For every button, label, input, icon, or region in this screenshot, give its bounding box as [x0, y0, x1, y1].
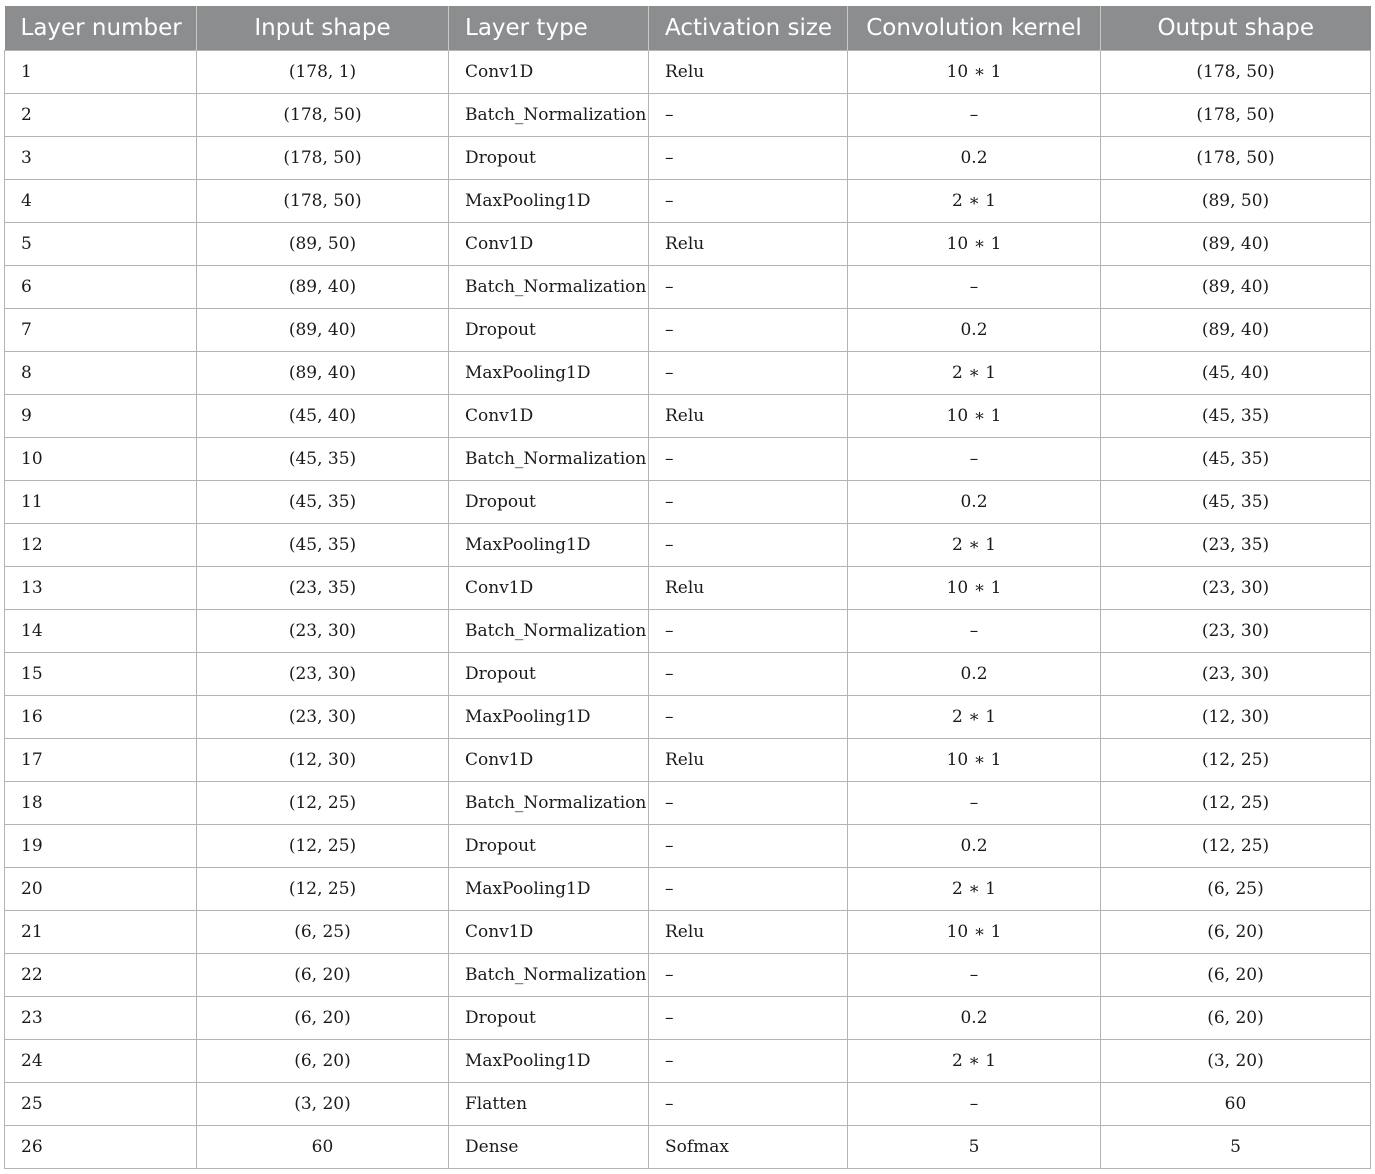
cell-convolution-kernel: – [848, 782, 1101, 825]
cell-output-shape: (12, 30) [1101, 696, 1371, 739]
cell-layer-type: Dropout [449, 997, 649, 1040]
cell-layer-number: 17 [5, 739, 197, 782]
cell-input-shape: (12, 25) [197, 782, 449, 825]
table-row [5, 567, 1371, 610]
cell-activation-size: – [649, 868, 848, 911]
table-row [5, 911, 1371, 954]
cell-input-shape: (23, 30) [197, 653, 449, 696]
cell-output-shape: (3, 20) [1101, 1040, 1371, 1083]
cell-layer-type: Conv1D [449, 739, 649, 782]
cell-activation-size: – [649, 1040, 848, 1083]
cell-layer-type: Batch_Normalization [449, 266, 649, 309]
cell-output-shape: 5 [1101, 1126, 1371, 1169]
cell-activation-size: – [649, 954, 848, 997]
cell-layer-number: 20 [5, 868, 197, 911]
cell-activation-size: – [649, 696, 848, 739]
cell-convolution-kernel: – [848, 1083, 1101, 1126]
cell-convolution-kernel: – [848, 610, 1101, 653]
cell-layer-type: Dense [449, 1126, 649, 1169]
cell-output-shape: (45, 35) [1101, 438, 1371, 481]
table-row [5, 481, 1371, 524]
cell-layer-number: 13 [5, 567, 197, 610]
cell-convolution-kernel: 10 ∗ 1 [848, 395, 1101, 438]
cell-input-shape: (6, 20) [197, 997, 449, 1040]
cell-layer-number: 7 [5, 309, 197, 352]
cell-layer-type: Dropout [449, 653, 649, 696]
cell-layer-type: MaxPooling1D [449, 1040, 649, 1083]
cell-convolution-kernel: 10 ∗ 1 [848, 567, 1101, 610]
cell-input-shape: (3, 20) [197, 1083, 449, 1126]
table-row [5, 51, 1371, 94]
table-row [5, 395, 1371, 438]
cell-layer-type: Dropout [449, 309, 649, 352]
table-row [5, 438, 1371, 481]
cell-layer-number: 8 [5, 352, 197, 395]
cell-layer-number: 6 [5, 266, 197, 309]
header-activation-size: Activation size [649, 6, 848, 51]
cell-layer-number: 1 [5, 51, 197, 94]
cell-convolution-kernel: 2 ∗ 1 [848, 352, 1101, 395]
header-layer-type: Layer type [449, 6, 649, 51]
cell-output-shape: 60 [1101, 1083, 1371, 1126]
cell-output-shape: (89, 40) [1101, 223, 1371, 266]
cell-layer-type: MaxPooling1D [449, 696, 649, 739]
cell-output-shape: (6, 20) [1101, 954, 1371, 997]
cell-layer-number: 4 [5, 180, 197, 223]
cell-activation-size: – [649, 1083, 848, 1126]
cell-input-shape: (178, 1) [197, 51, 449, 94]
cell-output-shape: (178, 50) [1101, 51, 1371, 94]
cell-input-shape: 60 [197, 1126, 449, 1169]
table-row [5, 352, 1371, 395]
cell-output-shape: (12, 25) [1101, 739, 1371, 782]
cell-activation-size: – [649, 653, 848, 696]
cell-convolution-kernel: 0.2 [848, 653, 1101, 696]
cell-output-shape: (178, 50) [1101, 94, 1371, 137]
cell-layer-number: 5 [5, 223, 197, 266]
cell-output-shape: (45, 35) [1101, 395, 1371, 438]
header-convolution-kernel: Convolution kernel [848, 6, 1101, 51]
cell-output-shape: (89, 40) [1101, 309, 1371, 352]
cell-input-shape: (45, 35) [197, 524, 449, 567]
cell-input-shape: (23, 30) [197, 610, 449, 653]
table-row [5, 997, 1371, 1040]
table-header [5, 6, 1371, 51]
cell-activation-size: – [649, 137, 848, 180]
cell-output-shape: (12, 25) [1101, 782, 1371, 825]
table-body [5, 51, 1371, 1169]
cell-output-shape: (89, 50) [1101, 180, 1371, 223]
cell-input-shape: (178, 50) [197, 180, 449, 223]
table-row [5, 825, 1371, 868]
cell-convolution-kernel: 0.2 [848, 997, 1101, 1040]
layer-table [4, 6, 1371, 1169]
cell-activation-size: – [649, 782, 848, 825]
cell-convolution-kernel: 10 ∗ 1 [848, 223, 1101, 266]
cell-layer-type: Batch_Normalization [449, 782, 649, 825]
cell-activation-size: – [649, 94, 848, 137]
cell-layer-number: 3 [5, 137, 197, 180]
cell-output-shape: (6, 25) [1101, 868, 1371, 911]
cell-output-shape: (89, 40) [1101, 266, 1371, 309]
cell-layer-number: 18 [5, 782, 197, 825]
cell-activation-size: – [649, 180, 848, 223]
cell-input-shape: (12, 25) [197, 825, 449, 868]
header-output-shape: Output shape [1101, 6, 1371, 51]
cell-input-shape: (23, 35) [197, 567, 449, 610]
cell-convolution-kernel: 0.2 [848, 481, 1101, 524]
cell-layer-type: Conv1D [449, 223, 649, 266]
cell-output-shape: (23, 30) [1101, 653, 1371, 696]
cell-convolution-kernel: 10 ∗ 1 [848, 739, 1101, 782]
cell-activation-size: – [649, 481, 848, 524]
cell-input-shape: (89, 50) [197, 223, 449, 266]
cell-activation-size: Relu [649, 223, 848, 266]
header-input-shape: Input shape [197, 6, 449, 51]
table-row [5, 309, 1371, 352]
cell-convolution-kernel: 2 ∗ 1 [848, 868, 1101, 911]
cell-convolution-kernel: 2 ∗ 1 [848, 1040, 1101, 1083]
cell-activation-size: Relu [649, 911, 848, 954]
cell-convolution-kernel: 0.2 [848, 825, 1101, 868]
cell-convolution-kernel: 10 ∗ 1 [848, 51, 1101, 94]
cell-layer-number: 10 [5, 438, 197, 481]
cell-convolution-kernel: 2 ∗ 1 [848, 524, 1101, 567]
cell-output-shape: (12, 25) [1101, 825, 1371, 868]
cell-layer-type: MaxPooling1D [449, 180, 649, 223]
cell-convolution-kernel: – [848, 438, 1101, 481]
cell-layer-number: 12 [5, 524, 197, 567]
cell-layer-type: Flatten [449, 1083, 649, 1126]
cell-activation-size: – [649, 524, 848, 567]
table-row [5, 868, 1371, 911]
cell-input-shape: (45, 35) [197, 438, 449, 481]
cell-layer-type: MaxPooling1D [449, 524, 649, 567]
cell-input-shape: (89, 40) [197, 266, 449, 309]
table-row [5, 266, 1371, 309]
cell-layer-type: Conv1D [449, 51, 649, 94]
table-row [5, 223, 1371, 266]
cell-layer-number: 26 [5, 1126, 197, 1169]
cell-input-shape: (6, 20) [197, 1040, 449, 1083]
table-row [5, 653, 1371, 696]
cell-activation-size: – [649, 825, 848, 868]
cell-input-shape: (89, 40) [197, 309, 449, 352]
cell-output-shape: (45, 35) [1101, 481, 1371, 524]
cell-layer-type: Dropout [449, 481, 649, 524]
cell-layer-type: Batch_Normalization [449, 438, 649, 481]
table-row [5, 696, 1371, 739]
cell-activation-size: – [649, 997, 848, 1040]
cell-convolution-kernel: 5 [848, 1126, 1101, 1169]
cell-input-shape: (45, 35) [197, 481, 449, 524]
cell-output-shape: (23, 35) [1101, 524, 1371, 567]
cell-activation-size: – [649, 266, 848, 309]
cell-layer-number: 23 [5, 997, 197, 1040]
cell-layer-number: 11 [5, 481, 197, 524]
cell-layer-number: 14 [5, 610, 197, 653]
cell-layer-type: Conv1D [449, 911, 649, 954]
cell-layer-type: Conv1D [449, 567, 649, 610]
table-row [5, 94, 1371, 137]
cell-output-shape: (45, 40) [1101, 352, 1371, 395]
cell-activation-size: Relu [649, 51, 848, 94]
cell-input-shape: (23, 30) [197, 696, 449, 739]
table-row [5, 524, 1371, 567]
cell-layer-number: 16 [5, 696, 197, 739]
cell-activation-size: Relu [649, 567, 848, 610]
cell-input-shape: (178, 50) [197, 94, 449, 137]
cell-input-shape: (45, 40) [197, 395, 449, 438]
cell-layer-type: Batch_Normalization [449, 94, 649, 137]
cell-output-shape: (178, 50) [1101, 137, 1371, 180]
cell-output-shape: (6, 20) [1101, 911, 1371, 954]
cell-activation-size: Relu [649, 395, 848, 438]
cell-convolution-kernel: – [848, 266, 1101, 309]
cell-activation-size: – [649, 610, 848, 653]
header-layer-number: Layer number [5, 6, 197, 51]
table-row [5, 1126, 1371, 1169]
table-row [5, 137, 1371, 180]
cell-activation-size: Relu [649, 739, 848, 782]
cell-output-shape: (23, 30) [1101, 610, 1371, 653]
cell-activation-size: – [649, 438, 848, 481]
cell-convolution-kernel: 0.2 [848, 309, 1101, 352]
cell-input-shape: (12, 30) [197, 739, 449, 782]
cell-layer-type: Dropout [449, 137, 649, 180]
cell-input-shape: (6, 25) [197, 911, 449, 954]
cell-layer-type: Batch_Normalization [449, 954, 649, 997]
cell-output-shape: (23, 30) [1101, 567, 1371, 610]
cell-layer-type: MaxPooling1D [449, 868, 649, 911]
cell-layer-type: Batch_Normalization [449, 610, 649, 653]
cell-output-shape: (6, 20) [1101, 997, 1371, 1040]
table-row [5, 610, 1371, 653]
cell-layer-number: 22 [5, 954, 197, 997]
cell-activation-size: – [649, 352, 848, 395]
cell-convolution-kernel: 0.2 [848, 137, 1101, 180]
cell-layer-number: 21 [5, 911, 197, 954]
cell-convolution-kernel: 2 ∗ 1 [848, 180, 1101, 223]
table-row [5, 739, 1371, 782]
cell-layer-number: 2 [5, 94, 197, 137]
cell-input-shape: (6, 20) [197, 954, 449, 997]
cell-layer-number: 24 [5, 1040, 197, 1083]
cell-layer-number: 19 [5, 825, 197, 868]
cell-layer-type: Dropout [449, 825, 649, 868]
cell-layer-type: Conv1D [449, 395, 649, 438]
cell-activation-size: Sofmax [649, 1126, 848, 1169]
header-row [5, 6, 1371, 51]
cell-convolution-kernel: 10 ∗ 1 [848, 911, 1101, 954]
cell-convolution-kernel: 2 ∗ 1 [848, 696, 1101, 739]
cell-layer-number: 25 [5, 1083, 197, 1126]
table-row [5, 782, 1371, 825]
table-row [5, 1040, 1371, 1083]
cell-input-shape: (12, 25) [197, 868, 449, 911]
cell-input-shape: (89, 40) [197, 352, 449, 395]
cell-convolution-kernel: – [848, 954, 1101, 997]
cell-layer-type: MaxPooling1D [449, 352, 649, 395]
table-row [5, 954, 1371, 997]
cell-convolution-kernel: – [848, 94, 1101, 137]
table-row [5, 1083, 1371, 1126]
cell-activation-size: – [649, 309, 848, 352]
cell-input-shape: (178, 50) [197, 137, 449, 180]
table-row [5, 180, 1371, 223]
cell-layer-number: 15 [5, 653, 197, 696]
cell-layer-number: 9 [5, 395, 197, 438]
